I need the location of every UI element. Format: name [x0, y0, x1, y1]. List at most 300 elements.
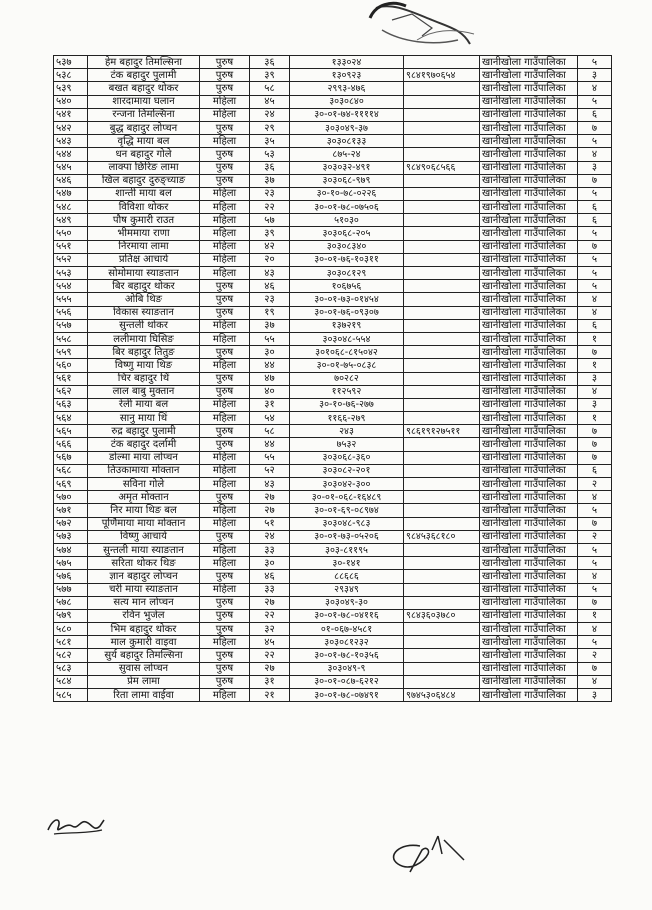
table-row	[54, 636, 612, 649]
ward-number-cell: ७	[578, 451, 612, 464]
municipality-cell: खानीखोला गाउँपालिका	[480, 372, 578, 385]
phone-number-cell	[404, 253, 480, 266]
serial-number-cell: ५४७	[54, 187, 88, 200]
person-name-cell: विष्णु माया थिङ	[88, 359, 200, 372]
phone-number-cell	[404, 121, 480, 134]
phone-number-cell	[404, 108, 480, 121]
ward-number-cell: १	[578, 332, 612, 345]
citizenship-number-cell: ३०३०४९-३७	[290, 121, 404, 134]
gender-cell: पुरुष	[200, 570, 250, 583]
gender-cell: महिला	[200, 636, 250, 649]
phone-number-cell	[404, 346, 480, 359]
person-name-cell: ओबि थिङ	[88, 293, 200, 306]
municipality-cell: खानीखोला गाउँपालिका	[480, 267, 578, 280]
person-name-cell: डोल्मा माया लोप्चन	[88, 451, 200, 464]
phone-number-cell	[404, 135, 480, 148]
phone-number-cell: ९८४१९७०६५४	[404, 69, 480, 82]
phone-number-cell	[404, 543, 480, 556]
age-cell: ३०	[250, 557, 290, 570]
serial-number-cell: ५६०	[54, 359, 88, 372]
person-name-cell: विविशा थोकर	[88, 201, 200, 214]
citizenship-number-cell: ३०३०६८-९७९	[290, 174, 404, 187]
person-name-cell: हेम बहादुर तिमल्सिना	[88, 56, 200, 69]
municipality-cell: खानीखोला गाउँपालिका	[480, 82, 578, 95]
person-name-cell: विष्णु आचार्य	[88, 530, 200, 543]
ward-number-cell: २	[578, 530, 612, 543]
table-row	[54, 530, 612, 543]
age-cell: ३३	[250, 543, 290, 556]
age-cell: २३	[250, 293, 290, 306]
gender-cell: पुरुष	[200, 56, 250, 69]
municipality-cell: खानीखोला गाउँपालिका	[480, 187, 578, 200]
person-name-cell: ललीमाया घिसिङ	[88, 332, 200, 345]
municipality-cell: खानीखोला गाउँपालिका	[480, 649, 578, 662]
phone-number-cell	[404, 438, 480, 451]
municipality-cell: खानीखोला गाउँपालिका	[480, 623, 578, 636]
age-cell: २४	[250, 108, 290, 121]
citizenship-number-cell: ३०-०१-६९-०८९७४	[290, 504, 404, 517]
municipality-cell: खानीखोला गाउँपालिका	[480, 201, 578, 214]
phone-number-cell	[404, 201, 480, 214]
serial-number-cell: ५५७	[54, 319, 88, 332]
table-row	[54, 108, 612, 121]
table-row	[54, 662, 612, 675]
table-row	[54, 359, 612, 372]
municipality-cell: खानीखोला गाउँपालिका	[480, 121, 578, 134]
phone-number-cell	[404, 623, 480, 636]
serial-number-cell: ५६९	[54, 478, 88, 491]
person-name-cell: भिम बहादुर थोकर	[88, 623, 200, 636]
phone-number-cell	[404, 557, 480, 570]
age-cell: २२	[250, 609, 290, 622]
age-cell: २७	[250, 504, 290, 517]
age-cell: ५१	[250, 517, 290, 530]
table-row	[54, 451, 612, 464]
age-cell: ४०	[250, 385, 290, 398]
ward-number-cell: ७	[578, 517, 612, 530]
serial-number-cell: ५७९	[54, 609, 88, 622]
serial-number-cell: ५५३	[54, 267, 88, 280]
ward-number-cell: ५	[578, 543, 612, 556]
serial-number-cell: ५६३	[54, 398, 88, 411]
table-row	[54, 227, 612, 240]
municipality-cell: खानीखोला गाउँपालिका	[480, 95, 578, 108]
age-cell: ३०	[250, 346, 290, 359]
gender-cell: महिला	[200, 359, 250, 372]
serial-number-cell: ५७१	[54, 504, 88, 517]
ward-number-cell: १	[578, 609, 612, 622]
ward-number-cell: ३	[578, 69, 612, 82]
gender-cell: महिला	[200, 135, 250, 148]
municipality-cell: खानीखोला गाउँपालिका	[480, 359, 578, 372]
municipality-cell: खानीखोला गाउँपालिका	[480, 385, 578, 398]
phone-number-cell	[404, 464, 480, 477]
citizenship-number-cell: ३०-०१-७३-०५२०६	[290, 530, 404, 543]
age-cell: ४६	[250, 280, 290, 293]
table-row	[54, 82, 612, 95]
signature-right	[380, 832, 470, 876]
serial-number-cell: ५५६	[54, 306, 88, 319]
gender-cell: महिला	[200, 689, 250, 702]
gender-cell: पुरुष	[200, 623, 250, 636]
age-cell: २९	[250, 121, 290, 134]
municipality-cell: खानीखोला गाउँपालिका	[480, 398, 578, 411]
citizenship-number-cell: ३०-०१-७८-०४११६	[290, 609, 404, 622]
table-row	[54, 623, 612, 636]
person-name-cell: टंक बहादुर दर्लामी	[88, 438, 200, 451]
phone-number-cell	[404, 504, 480, 517]
table-row	[54, 346, 612, 359]
ward-number-cell: ३	[578, 161, 612, 174]
phone-number-cell	[404, 95, 480, 108]
person-name-cell: सुर्य बहादुर तिमल्सिना	[88, 649, 200, 662]
serial-number-cell: ५४६	[54, 174, 88, 187]
gender-cell: पुरुष	[200, 385, 250, 398]
table-row	[54, 491, 612, 504]
gender-cell: महिला	[200, 201, 250, 214]
citizenship-number-cell: ३०-०१-०८७-६२१२	[290, 675, 404, 688]
person-name-cell: शान्ती माया बल	[88, 187, 200, 200]
age-cell: ४४	[250, 359, 290, 372]
serial-number-cell: ५३९	[54, 82, 88, 95]
serial-number-cell: ५७०	[54, 491, 88, 504]
age-cell: ४५	[250, 95, 290, 108]
citizenship-number-cell: ३०३०८३४०	[290, 240, 404, 253]
phone-number-cell	[404, 240, 480, 253]
table-row	[54, 504, 612, 517]
ward-number-cell: ६	[578, 201, 612, 214]
phone-number-cell	[404, 636, 480, 649]
phone-number-cell	[404, 398, 480, 411]
table-row	[54, 56, 612, 69]
citizenship-number-cell: ३०३०६८-३६०	[290, 451, 404, 464]
gender-cell: महिला	[200, 504, 250, 517]
table-row	[54, 214, 612, 227]
ward-number-cell: ४	[578, 306, 612, 319]
ward-number-cell: ४	[578, 675, 612, 688]
ward-number-cell: ५	[578, 56, 612, 69]
person-name-cell: सानु माया थिं	[88, 412, 200, 425]
municipality-cell: खानीखोला गाउँपालिका	[480, 253, 578, 266]
ward-number-cell: ४	[578, 82, 612, 95]
person-name-cell: बुद्ध बहादुर लोप्चन	[88, 121, 200, 134]
serial-number-cell: ५६७	[54, 451, 88, 464]
phone-number-cell	[404, 570, 480, 583]
age-cell: २२	[250, 649, 290, 662]
municipality-cell: खानीखोला गाउँपालिका	[480, 517, 578, 530]
age-cell: ३५	[250, 135, 290, 148]
person-name-cell: तिउकामाया मोक्तान	[88, 464, 200, 477]
municipality-cell: खानीखोला गाउँपालिका	[480, 412, 578, 425]
ward-number-cell: १	[578, 412, 612, 425]
ward-number-cell: ४	[578, 293, 612, 306]
phone-number-cell	[404, 385, 480, 398]
gender-cell: पुरुष	[200, 82, 250, 95]
gender-cell: महिला	[200, 398, 250, 411]
citizenship-number-cell: ३०१०६८-८१५०४२	[290, 346, 404, 359]
municipality-cell: खानीखोला गाउँपालिका	[480, 557, 578, 570]
phone-number-cell	[404, 478, 480, 491]
municipality-cell: खानीखोला गाउँपालिका	[480, 609, 578, 622]
person-name-cell: निरमाया लामा	[88, 240, 200, 253]
citizenship-number-cell: १३७२१९	[290, 319, 404, 332]
serial-number-cell: ५४९	[54, 214, 88, 227]
gender-cell: महिला	[200, 187, 250, 200]
phone-number-cell	[404, 662, 480, 675]
age-cell: ४४	[250, 438, 290, 451]
citizenship-number-cell: ७०२८२	[290, 372, 404, 385]
municipality-cell: खानीखोला गाउँपालिका	[480, 148, 578, 161]
person-name-cell: टंक बहादुर पुलामी	[88, 69, 200, 82]
municipality-cell: खानीखोला गाउँपालिका	[480, 451, 578, 464]
person-name-cell: भीममाया राणा	[88, 227, 200, 240]
table-row	[54, 372, 612, 385]
age-cell: ४५	[250, 636, 290, 649]
gender-cell: महिला	[200, 95, 250, 108]
ward-number-cell: ६	[578, 108, 612, 121]
serial-number-cell: ५६५	[54, 425, 88, 438]
municipality-cell: खानीखोला गाउँपालिका	[480, 583, 578, 596]
table-row	[54, 557, 612, 570]
gender-cell: पुरुष	[200, 530, 250, 543]
ward-number-cell: ५	[578, 187, 612, 200]
gender-cell: महिला	[200, 583, 250, 596]
age-cell: ५४	[250, 412, 290, 425]
phone-number-cell	[404, 675, 480, 688]
ward-number-cell: ६	[578, 214, 612, 227]
citizenship-number-cell: ३०३०८४०	[290, 95, 404, 108]
phone-number-cell: ९८६१९१२७५११	[404, 425, 480, 438]
gender-cell: महिला	[200, 517, 250, 530]
age-cell: ३७	[250, 319, 290, 332]
citizenship-number-cell: ३०३०४९-९	[290, 662, 404, 675]
phone-number-cell	[404, 412, 480, 425]
age-cell: ४३	[250, 267, 290, 280]
serial-number-cell: ५३८	[54, 69, 88, 82]
age-cell: २०	[250, 253, 290, 266]
phone-number-cell: ९८४५३६८१८०	[404, 530, 480, 543]
table-row	[54, 253, 612, 266]
person-name-cell: खिल बहादुर दुरुङ्च्याङ	[88, 174, 200, 187]
citizenship-number-cell: ३०३०८१३३	[290, 135, 404, 148]
ward-number-cell: ३	[578, 689, 612, 702]
serial-number-cell: ५७४	[54, 543, 88, 556]
gender-cell: महिला	[200, 464, 250, 477]
phone-number-cell	[404, 319, 480, 332]
phone-number-cell	[404, 187, 480, 200]
age-cell: ३९	[250, 227, 290, 240]
phone-number-cell	[404, 583, 480, 596]
age-cell: २२	[250, 201, 290, 214]
phone-number-cell	[404, 267, 480, 280]
serial-number-cell: ५८५	[54, 689, 88, 702]
age-cell: ५८	[250, 425, 290, 438]
serial-number-cell: ५५५	[54, 293, 88, 306]
age-cell: ३६	[250, 161, 290, 174]
municipality-cell: खानीखोला गाउँपालिका	[480, 108, 578, 121]
serial-number-cell: ५३७	[54, 56, 88, 69]
citizenship-number-cell: ५१०३०	[290, 214, 404, 227]
phone-number-cell	[404, 306, 480, 319]
person-name-cell: बिर बहादुर थोकर	[88, 280, 200, 293]
person-name-cell: विकास स्याङतान	[88, 306, 200, 319]
serial-number-cell: ५५२	[54, 253, 88, 266]
serial-number-cell: ५७५	[54, 557, 88, 570]
age-cell: २७	[250, 662, 290, 675]
municipality-cell: खानीखोला गाउँपालिका	[480, 530, 578, 543]
phone-number-cell	[404, 359, 480, 372]
citizenship-number-cell: ११६६-२७९	[290, 412, 404, 425]
serial-number-cell: ५७३	[54, 530, 88, 543]
citizenship-number-cell: ३०३०८२-२०१	[290, 464, 404, 477]
person-name-cell: सुन्तली माया स्याङतान	[88, 543, 200, 556]
table-row	[54, 478, 612, 491]
person-name-cell: पौष कुमारी राउत	[88, 214, 200, 227]
phone-number-cell	[404, 332, 480, 345]
ward-number-cell: ५	[578, 267, 612, 280]
serial-number-cell: ५५४	[54, 280, 88, 293]
person-name-cell: प्रेम लामा	[88, 675, 200, 688]
municipality-cell: खानीखोला गाउँपालिका	[480, 240, 578, 253]
serial-number-cell: ५४३	[54, 135, 88, 148]
person-name-cell: माल कुमारी वाइवा	[88, 636, 200, 649]
gender-cell: महिला	[200, 478, 250, 491]
table-row	[54, 464, 612, 477]
person-name-cell: लाक्पा छिरिङ लामा	[88, 161, 200, 174]
gender-cell: पुरुष	[200, 174, 250, 187]
table-row	[54, 543, 612, 556]
ward-number-cell: ७	[578, 438, 612, 451]
phone-number-cell	[404, 56, 480, 69]
table-row	[54, 306, 612, 319]
person-name-cell: सोमोमाया स्याङतान	[88, 267, 200, 280]
age-cell: ४२	[250, 240, 290, 253]
person-name-cell: सुन्तली थोकर	[88, 319, 200, 332]
gender-cell: पुरुष	[200, 306, 250, 319]
table-row	[54, 121, 612, 134]
age-cell: ३२	[250, 623, 290, 636]
person-name-cell: रन्जना तिमल्सिना	[88, 108, 200, 121]
phone-number-cell	[404, 293, 480, 306]
ward-number-cell: ५	[578, 135, 612, 148]
phone-number-cell	[404, 214, 480, 227]
serial-number-cell: ५६८	[54, 464, 88, 477]
age-cell: ३३	[250, 583, 290, 596]
person-name-cell: रविन भुजेल	[88, 609, 200, 622]
gender-cell: महिला	[200, 451, 250, 464]
table-row	[54, 319, 612, 332]
person-name-cell: सविना गोले	[88, 478, 200, 491]
person-name-cell: वृद्धि माया बल	[88, 135, 200, 148]
phone-number-cell	[404, 280, 480, 293]
gender-cell: पुरुष	[200, 675, 250, 688]
municipality-cell: खानीखोला गाउँपालिका	[480, 306, 578, 319]
serial-number-cell: ५६१	[54, 372, 88, 385]
age-cell: ३१	[250, 675, 290, 688]
citizenship-number-cell: ३०३-८११९५	[290, 543, 404, 556]
phone-number-cell: ९८४९०६८५६६	[404, 161, 480, 174]
person-name-cell: बिर बहादुर तितुङ	[88, 346, 200, 359]
municipality-cell: खानीखोला गाउँपालिका	[480, 491, 578, 504]
ward-number-cell: ५	[578, 557, 612, 570]
citizenship-number-cell: ११२५९२	[290, 385, 404, 398]
ward-number-cell: २	[578, 478, 612, 491]
office-seal-stamp	[362, 0, 482, 54]
citizenship-number-cell: २४३	[290, 425, 404, 438]
serial-number-cell: ५४८	[54, 201, 88, 214]
age-cell: ३९	[250, 69, 290, 82]
gender-cell: महिला	[200, 557, 250, 570]
signature-left	[44, 812, 108, 840]
person-name-cell: रेली माया बल	[88, 398, 200, 411]
serial-number-cell: ५४४	[54, 148, 88, 161]
person-name-cell: निर माया थिङ बल	[88, 504, 200, 517]
gender-cell: पुरुष	[200, 161, 250, 174]
ward-number-cell: ३	[578, 398, 612, 411]
citizenship-number-cell: ३०-१०-७८-०२२६	[290, 187, 404, 200]
serial-number-cell: ५८१	[54, 636, 88, 649]
serial-number-cell: ५४१	[54, 108, 88, 121]
age-cell: ४६	[250, 570, 290, 583]
ward-number-cell: ७	[578, 240, 612, 253]
person-name-cell: रिता लामा वाईवा	[88, 689, 200, 702]
municipality-cell: खानीखोला गाउँपालिका	[480, 69, 578, 82]
beneficiary-table	[53, 55, 612, 702]
ward-number-cell: ७	[578, 596, 612, 609]
ward-number-cell: ६	[578, 319, 612, 332]
serial-number-cell: ५८२	[54, 649, 88, 662]
citizenship-number-cell: ३०३०८१२३२	[290, 636, 404, 649]
age-cell: २४	[250, 530, 290, 543]
gender-cell: पुरुष	[200, 609, 250, 622]
person-name-cell: चिर बहादुर थिं	[88, 372, 200, 385]
municipality-cell: खानीखोला गाउँपालिका	[480, 543, 578, 556]
table-row	[54, 267, 612, 280]
ward-number-cell: ४	[578, 148, 612, 161]
ward-number-cell: ४	[578, 491, 612, 504]
person-name-cell: सरिता थोकर थिङ	[88, 557, 200, 570]
ward-number-cell: ४	[578, 570, 612, 583]
person-name-cell: लाल बाबु मुक्तान	[88, 385, 200, 398]
person-name-cell: सत्य मान लोप्चन	[88, 596, 200, 609]
municipality-cell: खानीखोला गाउँपालिका	[480, 293, 578, 306]
citizenship-number-cell: ३०-०१-७४-११११४	[290, 108, 404, 121]
citizenship-number-cell: १३०९२३	[290, 69, 404, 82]
age-cell: १९	[250, 306, 290, 319]
ward-number-cell: ३	[578, 372, 612, 385]
municipality-cell: खानीखोला गाउँपालिका	[480, 570, 578, 583]
ward-number-cell: ५	[578, 227, 612, 240]
municipality-cell: खानीखोला गाउँपालिका	[480, 161, 578, 174]
citizenship-number-cell: २९९३-४७६	[290, 82, 404, 95]
age-cell: ४७	[250, 372, 290, 385]
citizenship-number-cell: ३०३०४९-३०	[290, 596, 404, 609]
person-name-cell: रुद्र बहादुर पुलामी	[88, 425, 200, 438]
age-cell: ५५	[250, 451, 290, 464]
municipality-cell: खानीखोला गाउँपालिका	[480, 636, 578, 649]
table-row	[54, 412, 612, 425]
ward-number-cell: ५	[578, 504, 612, 517]
phone-number-cell	[404, 227, 480, 240]
citizenship-number-cell: ३०३०३२-४९१	[290, 161, 404, 174]
municipality-cell: खानीखोला गाउँपालिका	[480, 478, 578, 491]
person-name-cell: पूर्णिमाया माया मोक्तान	[88, 517, 200, 530]
gender-cell: महिला	[200, 253, 250, 266]
ward-number-cell: १	[578, 359, 612, 372]
table-row	[54, 570, 612, 583]
gender-cell: पुरुष	[200, 596, 250, 609]
person-name-cell: अमृत मोक्तान	[88, 491, 200, 504]
